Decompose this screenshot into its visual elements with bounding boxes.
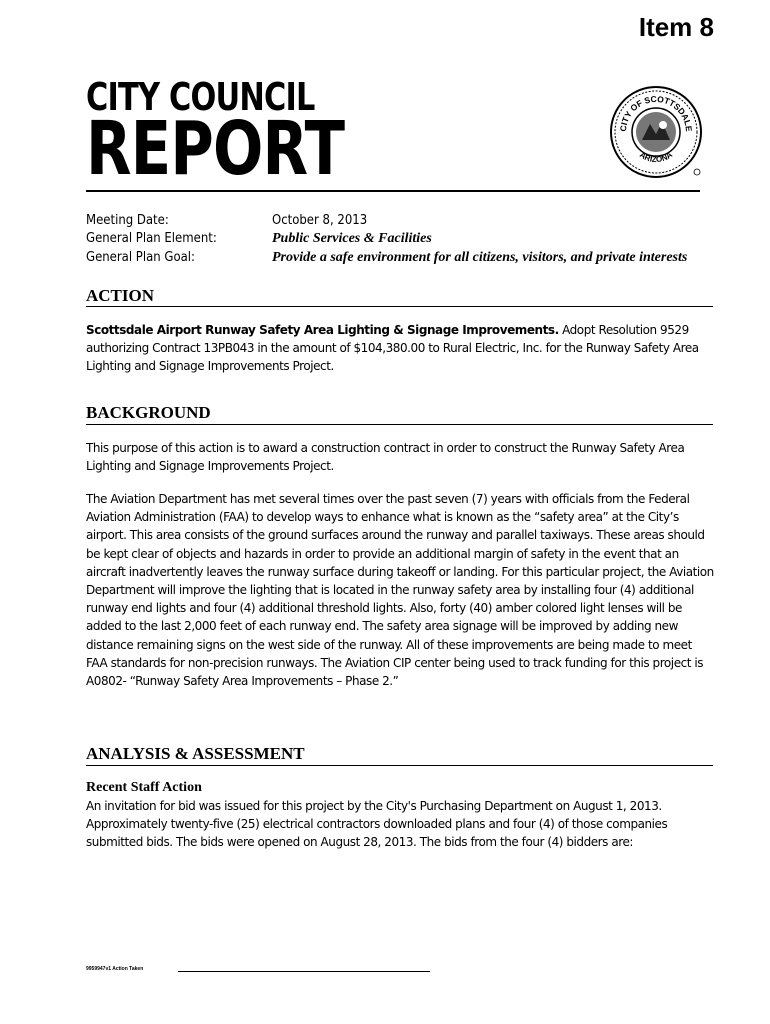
meta-value: Provide a safe environment for all citizens, visitors, and private interests [272, 250, 688, 265]
action-paragraph [86, 321, 714, 376]
section-divider [86, 765, 713, 766]
report-title-line1: CITY COUNCIL [86, 75, 315, 119]
background-paragraph-1: This purpose of this action is to award a construction contract in order to construct the Runway Safety Area Lighting and Signage Improvements Project. [86, 441, 685, 474]
footer-signature-line [178, 971, 430, 972]
action-lead: Scottsdale Airport Runway Safety Area Lighting & Signage Improvements. [86, 323, 559, 337]
svg-text:ARIZONA [638, 150, 674, 164]
seal-top-text: CITY OF SCOTTSDALE [617, 93, 695, 132]
analysis-paragraph: An invitation for bid was issued for this project by the City's Purchasing Department on August 1, 2013. Approximately twenty-five (25) electrical contractors downloaded plans and four (4) of those companies submitted bids. The bids were opened on August 28, 2013. The bids from the four (4) bidders are: [86, 799, 668, 850]
footer-document-id: 9959947v1 Action Taken [86, 966, 144, 972]
section-divider [86, 424, 713, 425]
report-title-line2: REPORT [86, 106, 345, 192]
subheading-recent-staff-action: Recent Staff Action [86, 780, 202, 795]
section-divider [86, 306, 713, 307]
item-number-label: Item 8 [638, 12, 714, 42]
action-text: Adopt Resolution 9529 authorizing Contract 13PB043 in the amount of $104,380.00 to Rural Electric, Inc. for the Runway Safety Area Lighting and Signage Improvements Project. [86, 323, 699, 374]
meta-label: Meeting Date: [86, 213, 169, 228]
section-heading-action: ACTION [86, 286, 155, 305]
city-seal-icon [608, 84, 704, 180]
header-divider [86, 190, 700, 192]
section-heading-analysis: ANALYSIS & ASSESSMENT [86, 744, 305, 763]
meta-value: October 8, 2013 [272, 213, 368, 228]
meta-value: Public Services & Facilities [272, 231, 432, 246]
meta-label: General Plan Goal: [86, 250, 195, 265]
section-heading-background: BACKGROUND [86, 403, 211, 422]
background-paragraph-2: The Aviation Department has met several times over the past seven (7) years with officials from the Federal Aviation Administration (FAA) to develop ways to enhance what is known as the “safety area” at the City’s airport. This area consists of the ground surfaces around the runway and parallel taxiways. These areas should be kept clear of objects and hazards in order to provide an additional margin of safety in the event that an aircraft inadvertently leaves the runway surface during takeoff or landing. For this particular project, the Aviation Department will improve the lighting that is located in the runway safety area by installing four (4) additional runway end lights and four (4) additional threshold lights. Also, forty (40) amber colored light lenses will be added to the last 2,000 feet of each runway end. The safety area signage will be improved by adding new distance remaining signs on the west side of the runway. All of these improvements are being made to meet FAA standards for non-precision runways. The Aviation CIP center being used to track funding for this project is A0802- “Runway Safety Area Improvements – Phase 2.” [86, 492, 714, 689]
meta-label: General Plan Element: [86, 231, 217, 246]
seal-bottom-text: ARIZONA [637, 150, 675, 165]
